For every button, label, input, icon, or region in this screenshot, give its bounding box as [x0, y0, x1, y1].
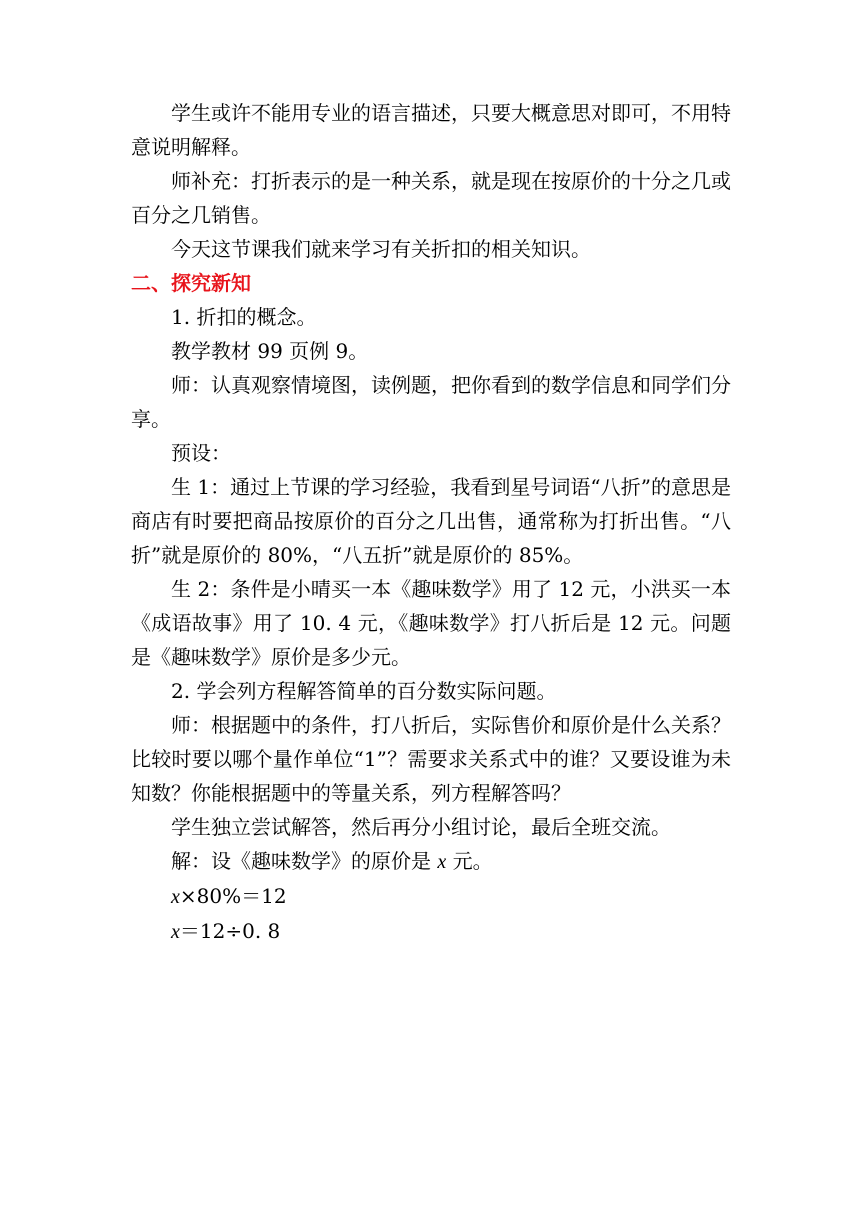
paragraph-teacher-questions: 师：根据题中的条件，打八折后，实际售价和原价是什么关系？比较时要以哪个量作单位“1”？需要求关系式中的谁？又要设谁为未知数？你能根据题中的等量关系，列方程解答吗？	[131, 713, 731, 805]
equation-2-variable: x	[171, 921, 180, 943]
paragraph-preset: 预设：	[171, 441, 231, 465]
paragraph-discount-concept: 1. 折扣的概念。	[171, 305, 317, 329]
section-heading: 二、探究新知	[131, 271, 251, 295]
paragraph-lesson-intro: 今天这节课我们就来学习有关折扣的相关知识。	[171, 237, 591, 261]
paragraph-student-2: 生 2：条件是小晴买一本《趣味数学》用了 12 元，小洪买一本《成语故事》用了 10. 4 元，《趣味数学》打八折后是 12 元。问题是《趣味数学》原价是多少元。	[131, 577, 731, 669]
paragraph-textbook-example: 教学教材 99 页例 9。	[171, 339, 369, 363]
paragraph-student-1: 生 1：通过上节课的学习经验，我看到星号词语“八折”的意思是商店有时要把商品按原价的百分之几出售，通常称为打折出售。“八折”就是原价的 80%，“八五折”就是原价的 85%。	[131, 475, 731, 567]
equation-2-rest: ＝12÷0. 8	[179, 919, 281, 943]
equation-1-variable: x	[171, 886, 180, 908]
solution-variable: x	[437, 851, 447, 873]
document-page	[131, 96, 731, 949]
paragraph-student-description: 学生或许不能用专业的语言描述，只要大概意思对即可，不用特意说明解释。	[131, 101, 731, 159]
solution-suffix: 元。	[446, 849, 493, 873]
solution-statement	[131, 844, 731, 879]
equation-line-2	[131, 914, 731, 949]
equation-1-rest: ×80%＝12	[179, 884, 287, 908]
paragraph-teacher-supplement: 师补充：打折表示的是一种关系，就是现在按原价的十分之几或百分之几销售。	[131, 169, 731, 227]
solution-prefix: 解：设《趣味数学》的原价是	[171, 849, 438, 873]
paragraph-equation-goal: 2. 学会列方程解答简单的百分数实际问题。	[171, 679, 557, 703]
paragraph-student-attempt: 学生独立尝试解答，然后再分小组讨论，最后全班交流。	[171, 815, 671, 839]
paragraph-teacher-observe: 师：认真观察情境图，读例题，把你看到的数学信息和同学们分享。	[131, 373, 731, 431]
equation-line-1	[131, 879, 731, 914]
